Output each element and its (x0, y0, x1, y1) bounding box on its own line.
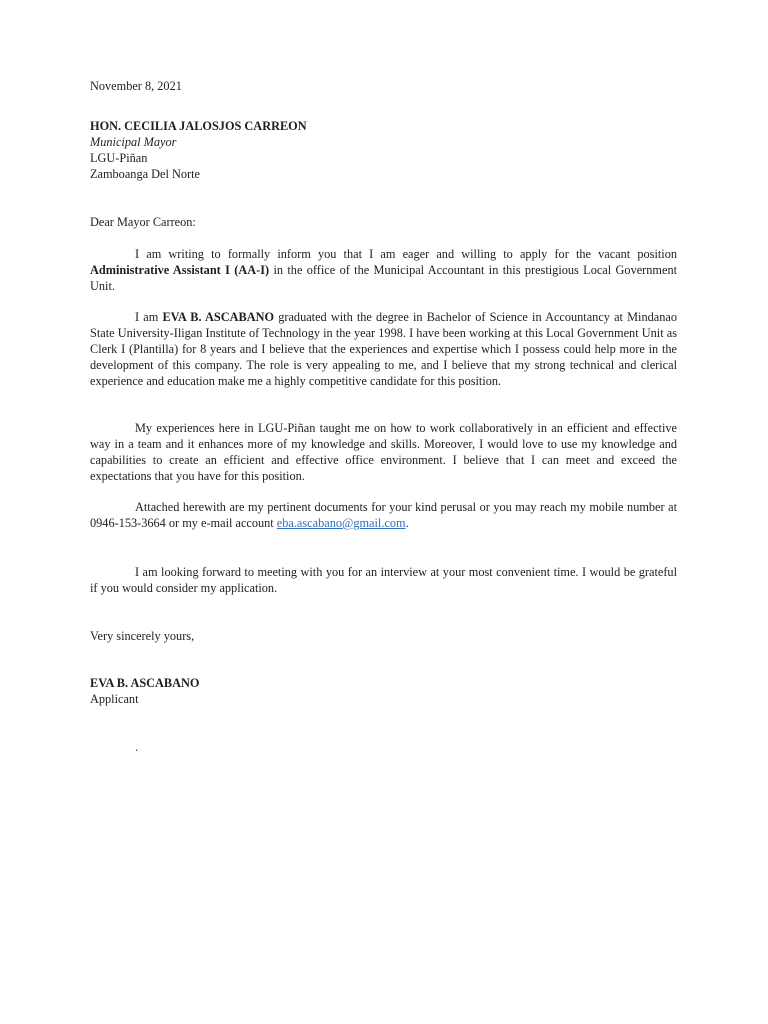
paragraph-intent (90, 246, 677, 294)
closing-phrase: Very sincerely yours, (90, 629, 195, 643)
signature-block (90, 675, 677, 707)
p4-text-a: Attached herewith are my pertinent documents for your kind perusal or you may reach my mobile number at 0946-153-3664 or my e-mail account (90, 500, 677, 530)
stray-dot: . (135, 740, 139, 754)
paragraph-experience: My experiences here in LGU-Piñan taught me on how to work collaboratively in an efficient and effective way in a team and it enhances more of my knowledge and skills. Moreover, I would love to use my knowledge and capabilities to create an efficient and effective office environment. I believe that I can meet and exceed the expectations that you have for this position. (90, 421, 677, 483)
signature-name: EVA B. ASCABANO (90, 676, 200, 690)
position-title: Administrative Assistant I (AA-I) (90, 263, 270, 277)
letter-date: November 8, 2021 (90, 79, 182, 93)
recipient-office: LGU-Piñan (90, 151, 148, 165)
p2-text-c: graduated with the degree in Bachelor of Science in Accountancy at Mindanao State University-Iligan Institute of Technology in the year 1998. I have been working at this Local Government Unit as Clerk I (Plantilla) for 8 years and I believe that the experiences and expertise which I possess could help more in the development of this company. The role is very appealing to me, and I believe that my strong technical and clerical experience and education make me a highly competitive candidate for this position. (90, 310, 677, 388)
applicant-name-inline: EVA B. ASCABANO (162, 310, 275, 324)
recipient-name: HON. CECILIA JALOSJOS CARREON (90, 119, 307, 133)
paragraph-background (90, 309, 677, 389)
p4-text-c: . (405, 516, 409, 530)
paragraph-closing: I am looking forward to meeting with you for an interview at your most convenient time. I would be grateful if you would consider my application. (90, 565, 677, 595)
recipient-title: Municipal Mayor (90, 135, 177, 149)
signature-role: Applicant (90, 692, 139, 706)
recipient-province: Zamboanga Del Norte (90, 167, 200, 181)
recipient-block (90, 118, 677, 182)
paragraph-contact (90, 499, 677, 531)
p1-text-c: in the office of the Municipal Accountant in this prestigious Local Government Unit. (90, 263, 678, 293)
p1-text-a: I am writing to formally inform you that I am eager and willing to apply for the vacant position (135, 247, 677, 261)
p2-text-a: I am (135, 310, 163, 324)
email-link[interactable]: eba.ascabano@gmail.com (276, 516, 406, 530)
salutation: Dear Mayor Carreon: (90, 215, 196, 229)
